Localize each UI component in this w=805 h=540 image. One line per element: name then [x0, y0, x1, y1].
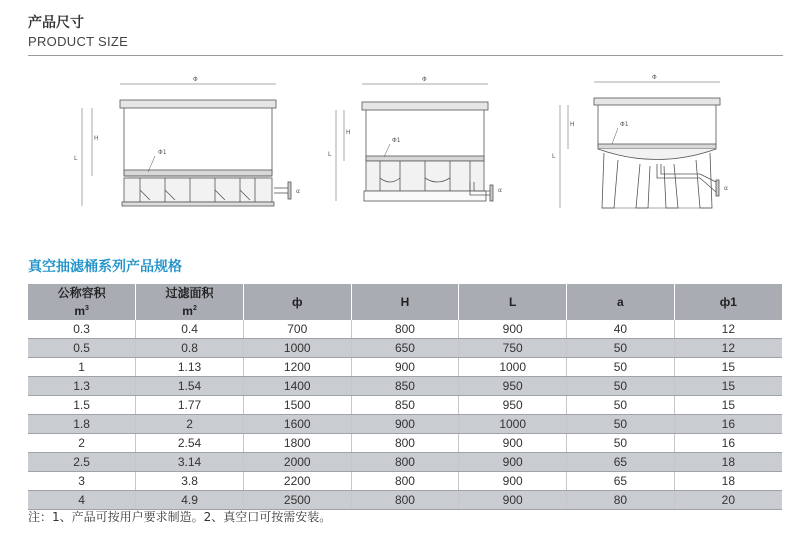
header-label: L [508, 294, 517, 309]
table-row [28, 434, 782, 453]
dim-phi1-label-2: Φ1 [392, 137, 401, 144]
tank-drawing-legs [552, 74, 728, 208]
header-unit: $m^2$ [182, 303, 197, 318]
cell-col-phi1: 20 [674, 491, 782, 510]
cell-col-l: 900 [459, 434, 567, 453]
cell-col-area: 2 [136, 415, 244, 434]
dim-l-label-2: L [328, 151, 332, 158]
header-label: ф [292, 294, 303, 309]
header-unit-exponent: 3 [84, 304, 89, 312]
header-divider [28, 55, 783, 56]
cell-col-a: 65 [567, 472, 675, 491]
dim-a-label-2: α [498, 187, 502, 194]
cell-col-h: 800 [351, 434, 459, 453]
cell-col-phi: 700 [243, 320, 351, 339]
table-header-row [28, 284, 782, 320]
cell-col-phi1: 12 [674, 339, 782, 358]
header-col-a [567, 284, 675, 320]
product-drawings [0, 60, 805, 230]
cell-col-phi1: 12 [674, 320, 782, 339]
table-row [28, 358, 782, 377]
cell-col-volume: 1 [28, 358, 136, 377]
cell-col-a: 80 [567, 491, 675, 510]
cell-col-area: 1.13 [136, 358, 244, 377]
dim-a-label-3: α [724, 185, 728, 192]
cell-col-phi1: 16 [674, 415, 782, 434]
header-label: a [617, 294, 624, 309]
dim-l-label-3: L [552, 153, 556, 160]
cell-col-l: 900 [459, 472, 567, 491]
cell-col-phi1: 18 [674, 453, 782, 472]
header-unit-exponent: 2 [192, 304, 197, 312]
cell-col-phi: 1400 [243, 377, 351, 396]
cell-col-area: 2.54 [136, 434, 244, 453]
cell-col-h: 650 [351, 339, 459, 358]
cell-col-l: 950 [459, 396, 567, 415]
cell-col-l: 1000 [459, 358, 567, 377]
cell-col-volume: 0.3 [28, 320, 136, 339]
header-col-area [136, 284, 244, 320]
table-row [28, 415, 782, 434]
cell-col-volume: 2.5 [28, 453, 136, 472]
header-unit: $m^3$ [74, 303, 89, 318]
dim-phi-label-1: Φ [193, 76, 198, 83]
header-label: 公称容积 [57, 285, 106, 300]
cell-col-volume: 3 [28, 472, 136, 491]
dim-a-label-1: α [296, 188, 300, 195]
cell-col-l: 750 [459, 339, 567, 358]
cell-col-a: 50 [567, 339, 675, 358]
cell-col-phi1: 15 [674, 396, 782, 415]
cell-col-a: 50 [567, 377, 675, 396]
cell-col-volume: 2 [28, 434, 136, 453]
header-col-phi1 [674, 284, 782, 320]
table-row [28, 453, 782, 472]
cell-col-phi1: 15 [674, 358, 782, 377]
header-label: H [400, 294, 410, 309]
page-subtitle: PRODUCT SIZE [28, 34, 129, 49]
table-row [28, 339, 782, 358]
cell-col-area: 0.8 [136, 339, 244, 358]
cell-col-l: 900 [459, 491, 567, 510]
table-row [28, 472, 782, 491]
page-title: 产品尺寸 [28, 15, 84, 31]
cell-col-a: 50 [567, 358, 675, 377]
cell-col-area: 1.54 [136, 377, 244, 396]
table-body [28, 320, 782, 510]
cell-col-area: 3.14 [136, 453, 244, 472]
cell-col-l: 1000 [459, 415, 567, 434]
cell-col-l: 900 [459, 453, 567, 472]
table-row [28, 491, 782, 510]
cell-col-phi: 1500 [243, 396, 351, 415]
footnote: 注：1、产品可按用户要求制造。2、真空口可按需安装。 [28, 510, 332, 524]
cell-col-a: 50 [567, 415, 675, 434]
cell-col-volume: 1.5 [28, 396, 136, 415]
header-col-phi [243, 284, 351, 320]
cell-col-phi: 2000 [243, 453, 351, 472]
cell-col-h: 900 [351, 415, 459, 434]
cell-col-l: 900 [459, 320, 567, 339]
header-label: ф1 [719, 294, 737, 309]
section-title: 真空抽滤桶系列产品规格 [28, 259, 182, 275]
spec-table [28, 284, 782, 510]
cell-col-phi: 2200 [243, 472, 351, 491]
cell-col-a: 50 [567, 396, 675, 415]
dim-h-label-3: H [570, 121, 575, 128]
cell-col-a: 65 [567, 453, 675, 472]
tank-drawing-large [74, 76, 300, 206]
table-row [28, 320, 782, 339]
cell-col-phi1: 16 [674, 434, 782, 453]
cell-col-volume: 1.8 [28, 415, 136, 434]
cell-col-area: 3.8 [136, 472, 244, 491]
dim-phi-label-2: Φ [422, 76, 427, 83]
cell-col-a: 40 [567, 320, 675, 339]
cell-col-phi: 1000 [243, 339, 351, 358]
cell-col-h: 900 [351, 358, 459, 377]
cell-col-h: 850 [351, 396, 459, 415]
cell-col-area: 1.77 [136, 396, 244, 415]
cell-col-h: 800 [351, 453, 459, 472]
dim-phi-label-3: Φ [652, 74, 657, 81]
cell-col-h: 850 [351, 377, 459, 396]
cell-col-phi: 1200 [243, 358, 351, 377]
header-col-volume [28, 284, 136, 320]
cell-col-phi: 2500 [243, 491, 351, 510]
dim-phi1-label-3: Φ1 [620, 121, 629, 128]
cell-col-h: 800 [351, 472, 459, 491]
cell-col-phi: 1600 [243, 415, 351, 434]
dim-h-label-2: H [346, 129, 351, 136]
cell-col-phi1: 15 [674, 377, 782, 396]
cell-col-volume: 1.3 [28, 377, 136, 396]
table-row [28, 396, 782, 415]
cell-col-a: 50 [567, 434, 675, 453]
header-label: 过滤面积 [165, 285, 214, 300]
cell-col-area: 0.4 [136, 320, 244, 339]
header-col-l [459, 284, 567, 320]
cell-col-l: 950 [459, 377, 567, 396]
tank-drawing-medium [328, 76, 502, 201]
dim-h-label-1: H [94, 135, 99, 142]
cell-col-phi1: 18 [674, 472, 782, 491]
table-row [28, 377, 782, 396]
dim-l-label-1: L [74, 155, 78, 162]
cell-col-phi: 1800 [243, 434, 351, 453]
cell-col-volume: 4 [28, 491, 136, 510]
cell-col-h: 800 [351, 320, 459, 339]
header-col-h [351, 284, 459, 320]
cell-col-h: 800 [351, 491, 459, 510]
cell-col-volume: 0.5 [28, 339, 136, 358]
dim-phi1-label-1: Φ1 [158, 149, 167, 156]
cell-col-area: 4.9 [136, 491, 244, 510]
